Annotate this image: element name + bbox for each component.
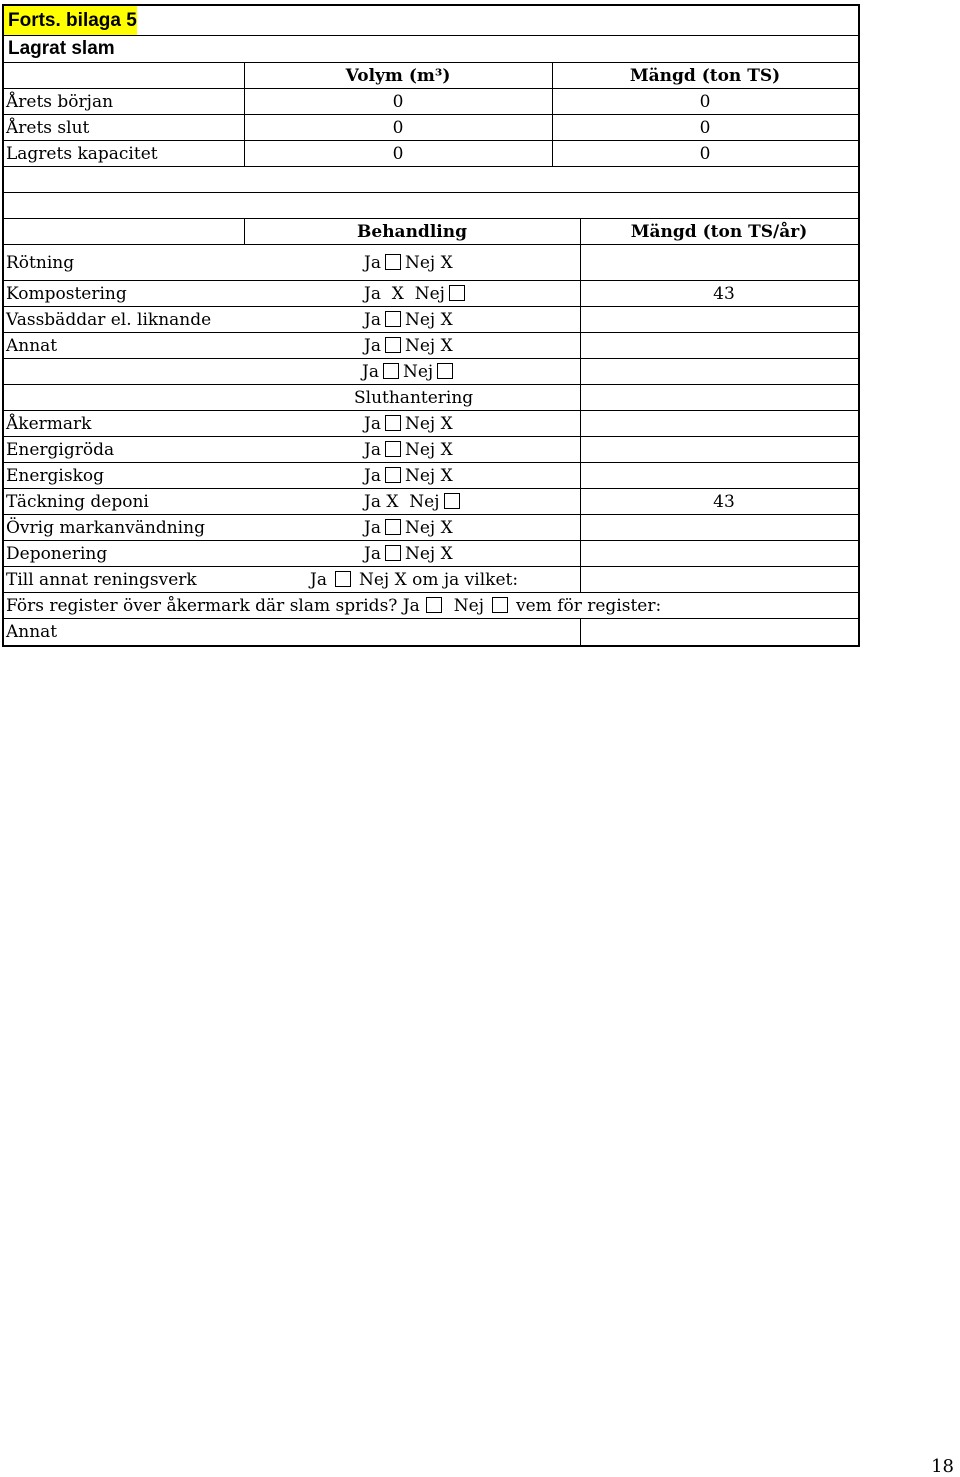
- yes-checkbox[interactable]: [385, 337, 401, 353]
- final-heading-row: [4, 385, 858, 411]
- yes-mark: X: [391, 283, 404, 304]
- yes-no-choice: [364, 541, 453, 566]
- no-checkbox[interactable]: [492, 597, 508, 613]
- storage-label: Årets början: [6, 91, 114, 112]
- no-label: Nej: [358, 569, 390, 590]
- yes-checkbox[interactable]: [426, 597, 442, 613]
- no-mark: X: [440, 543, 453, 564]
- final-amount: 43: [713, 491, 735, 512]
- report-sheet: [2, 4, 860, 647]
- other-plant-label: Till annat reningsverk: [6, 569, 197, 590]
- register-suffix: vem för register:: [516, 595, 662, 616]
- yes-label: Ja: [364, 252, 381, 273]
- final-row: [4, 463, 858, 489]
- yes-no-choice: [362, 359, 457, 384]
- no-mark: X: [440, 413, 453, 434]
- treatment-amount-header: Mängd (ton TS/år): [630, 221, 808, 242]
- yes-no-choice: [364, 437, 453, 462]
- treatment-row: [4, 307, 858, 333]
- final-label: Övrig markanvändning: [6, 517, 205, 538]
- final-row: [4, 541, 858, 567]
- subtitle-row: [4, 36, 858, 63]
- final-row: [4, 437, 858, 463]
- final-label: Energiskog: [6, 465, 105, 486]
- other-label: Annat: [6, 622, 58, 642]
- no-mark: X: [394, 569, 407, 590]
- volume-column-header: Volym (m³): [345, 65, 451, 86]
- yes-label: Ja: [364, 335, 381, 356]
- no-label: Nej: [404, 439, 436, 460]
- no-label: Nej: [404, 335, 436, 356]
- no-mark: X: [440, 335, 453, 356]
- treatment-row: [4, 281, 858, 307]
- treatment-column-header: Behandling: [357, 221, 467, 242]
- treatment-row: [4, 359, 858, 385]
- yes-checkbox[interactable]: [385, 519, 401, 535]
- yes-label: Ja: [364, 465, 381, 486]
- yes-checkbox[interactable]: [385, 467, 401, 483]
- no-mark: X: [440, 517, 453, 538]
- treatment-amount: 43: [713, 283, 735, 304]
- final-row: [4, 515, 858, 541]
- no-label: Nej: [404, 543, 436, 564]
- yes-no-choice: [364, 245, 453, 280]
- yes-checkbox[interactable]: [335, 571, 351, 587]
- storage-row: [4, 89, 858, 115]
- no-label: Nej: [404, 252, 436, 273]
- yes-no-choice: [364, 333, 453, 358]
- final-label: Åkermark: [6, 413, 92, 434]
- treatment-label: Annat: [6, 335, 58, 356]
- yes-label: Ja: [364, 283, 381, 304]
- no-label: Nej: [404, 309, 436, 330]
- treatment-row: [4, 245, 858, 281]
- no-mark: X: [440, 439, 453, 460]
- treatment-row: [4, 333, 858, 359]
- no-mark: X: [440, 309, 453, 330]
- yes-label: Ja: [310, 569, 327, 590]
- yes-label: Ja: [362, 361, 379, 382]
- page-number: 18: [931, 1456, 954, 1477]
- final-row: [4, 489, 858, 515]
- blank-row: [4, 193, 858, 219]
- yes-label: Ja: [364, 517, 381, 538]
- yes-label: Ja: [364, 439, 381, 460]
- yes-checkbox[interactable]: [385, 545, 401, 561]
- storage-label: Årets slut: [6, 117, 90, 138]
- no-mark: X: [440, 252, 453, 273]
- yes-checkbox[interactable]: [385, 254, 401, 270]
- storage-volume: 0: [392, 143, 404, 164]
- storage-label: Lagrets kapacitet: [6, 143, 158, 164]
- no-label: Nej: [409, 491, 440, 512]
- yes-no-choice: [364, 489, 464, 514]
- yes-no-choice: [364, 463, 453, 488]
- other-plant-suffix: om ja vilket:: [412, 569, 519, 590]
- no-label: Nej: [402, 361, 434, 382]
- storage-amount: 0: [699, 143, 711, 164]
- no-label: Nej: [404, 465, 436, 486]
- yes-checkbox[interactable]: [385, 415, 401, 431]
- other-plant-row: [4, 567, 858, 593]
- storage-volume: 0: [392, 91, 404, 112]
- no-mark: X: [440, 465, 453, 486]
- yes-no-choice: [364, 515, 453, 540]
- no-label: Nej: [453, 595, 484, 616]
- register-question-text: Förs register över åkermark där slam sprids?: [6, 595, 398, 616]
- yes-no-choice: [310, 567, 518, 592]
- treatment-label: Rötning: [6, 252, 75, 273]
- yes-label: Ja: [402, 595, 420, 616]
- treatment-label: Kompostering: [6, 283, 127, 304]
- yes-checkbox[interactable]: [385, 311, 401, 327]
- final-label: Täckning deponi: [6, 491, 149, 512]
- no-label: Nej: [404, 413, 436, 434]
- yes-mark: X: [386, 491, 399, 512]
- yes-no-choice: [364, 281, 469, 306]
- yes-label: Ja: [364, 543, 381, 564]
- no-checkbox[interactable]: [437, 363, 453, 379]
- final-label: Energigröda: [6, 439, 115, 460]
- no-checkbox[interactable]: [444, 493, 460, 509]
- storage-row: [4, 141, 858, 167]
- no-label: Nej: [404, 517, 436, 538]
- other-row: [4, 619, 858, 645]
- storage-amount: 0: [699, 91, 711, 112]
- yes-label: Ja: [364, 309, 381, 330]
- storage-header-row: [4, 63, 858, 89]
- storage-volume: 0: [392, 117, 404, 138]
- yes-checkbox[interactable]: [383, 363, 399, 379]
- treatment-label: Vassbäddar el. liknande: [6, 309, 212, 330]
- yes-no-choice: [364, 411, 453, 436]
- storage-amount: 0: [699, 117, 711, 138]
- yes-no-choice: [364, 307, 453, 332]
- treatment-header-row: [4, 219, 858, 245]
- blank-row: [4, 167, 858, 193]
- final-heading: Sluthantering: [354, 387, 474, 408]
- no-label: Nej: [414, 283, 445, 304]
- register-question: [6, 593, 661, 618]
- page-title: Forts. bilaga 5: [4, 6, 137, 35]
- yes-label: Ja: [364, 491, 381, 512]
- amount-column-header: Mängd (ton TS): [629, 65, 781, 86]
- no-checkbox[interactable]: [449, 285, 465, 301]
- final-row: [4, 411, 858, 437]
- final-label: Deponering: [6, 543, 108, 564]
- yes-label: Ja: [364, 413, 381, 434]
- storage-row: [4, 115, 858, 141]
- title-row: [4, 6, 858, 36]
- section-title: Lagrat slam: [8, 38, 115, 59]
- yes-checkbox[interactable]: [385, 441, 401, 457]
- register-row: [4, 593, 858, 619]
